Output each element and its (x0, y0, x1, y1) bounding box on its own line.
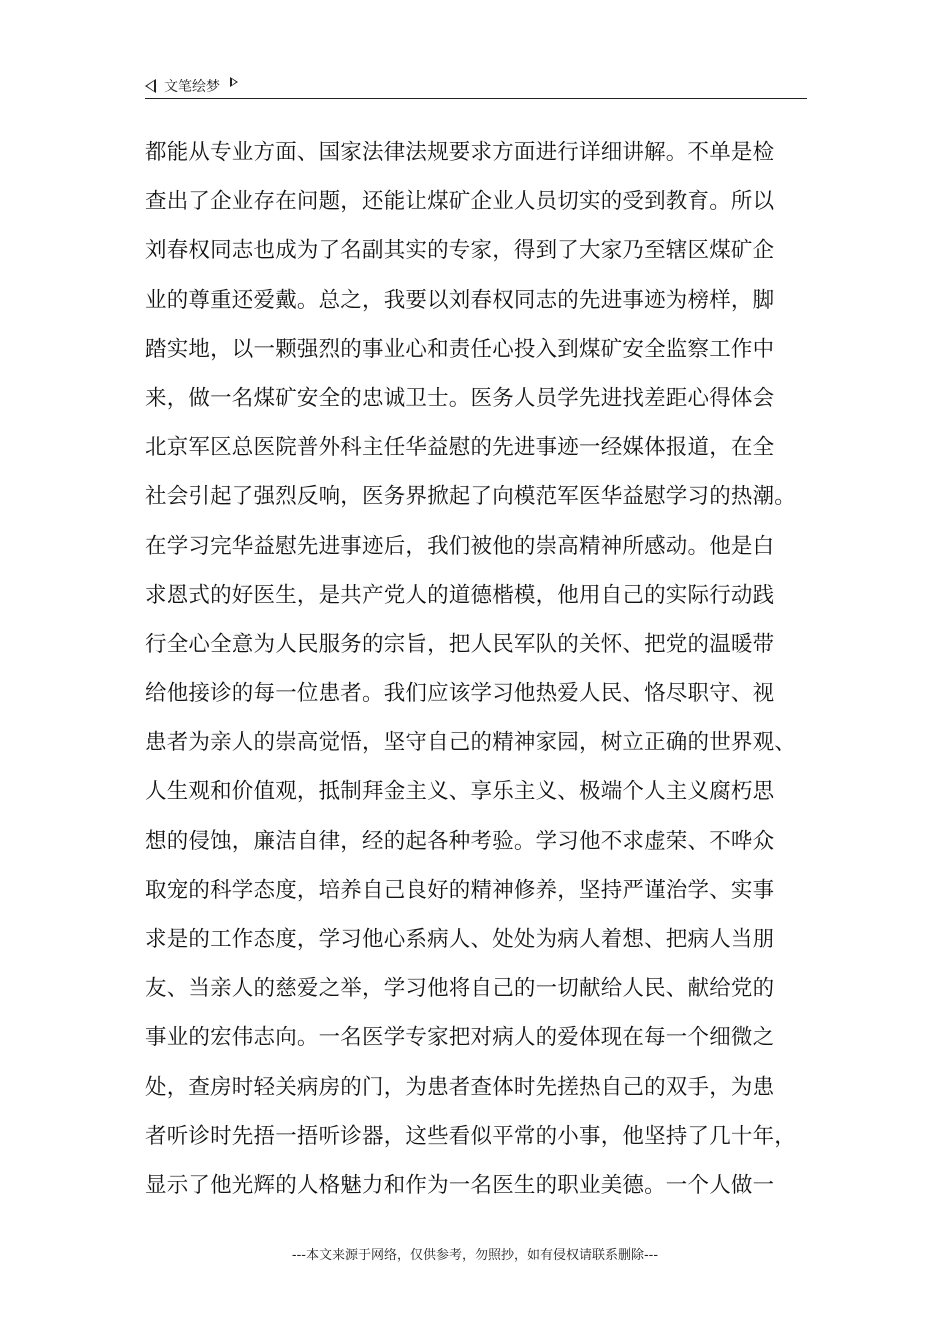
text-line: 处，查房时轻关病房的门，为患者查体时先搓热自己的双手，为患 (145, 1074, 775, 1100)
text-line: 查出了企业存在问题，还能让煤矿企业人员切实的受到教育。所以 (145, 189, 775, 215)
header-title: 文笔绘梦 (164, 79, 220, 95)
text-line: 北京军区总医院普外科主任华益慰的先进事迹一经媒体报道，在全 (145, 435, 775, 461)
text-line: 业的尊重还爱戴。总之，我要以刘春权同志的先进事迹为榜样，脚 (145, 287, 775, 313)
text-line: 事业的宏伟志向。一名医学专家把对病人的爱体现在每一个细微之 (145, 1025, 775, 1051)
text-line: 在学习完华益慰先进事迹后，我们被他的崇高精神所感动。他是白 (145, 533, 775, 559)
text-line: 刘春权同志也成为了名副其实的专家，得到了大家乃至辖区煤矿企 (145, 238, 775, 264)
header-brand (145, 76, 238, 96)
text-line: 显示了他光辉的人格魅力和作为一名医生的职业美德。一个人做一 (145, 1172, 775, 1198)
text-line: 友、当亲人的慈爱之举，学习他将自己的一切献给人民、献给党的 (145, 976, 775, 1002)
text-line: 求恩式的好医生，是共产党人的道德楷模，他用自己的实际行动践 (145, 582, 775, 608)
triangle-left-icon (145, 79, 156, 93)
triangle-right-icon (230, 77, 238, 87)
document-body (145, 128, 825, 1210)
text-line: 踏实地，以一颗强烈的事业心和责任心投入到煤矿安全监察工作中 (145, 336, 775, 362)
text-line: 都能从专业方面、国家法律法规要求方面进行详细讲解。不单是检 (145, 140, 775, 165)
text-line: 给他接诊的每一位患者。我们应该学习他热爱人民、恪尽职守、视 (145, 681, 775, 707)
text-line: 取宠的科学态度，培养自己良好的精神修养，坚持严谨治学、实事 (145, 877, 775, 903)
text-line: 行全心全意为人民服务的宗旨，把人民军队的关怀、把党的温暖带 (145, 631, 775, 657)
page-header (145, 74, 807, 99)
text-line: 人生观和价值观，抵制拜金主义、享乐主义、极端个人主义腐朽思 (145, 779, 775, 805)
page-footer: ---本文来源于网络，仅供参考，勿照抄，如有侵权请联系删除--- (291, 1248, 659, 1263)
text-line: 来，做一名煤矿安全的忠诚卫士。医务人员学先进找差距心得体会 (145, 385, 775, 411)
text-line: 患者为亲人的崇高觉悟，坚守自己的精神家园，树立正确的世界观、 (145, 730, 797, 756)
text-line: 求是的工作态度，学习他心系病人、处处为病人着想、把病人当朋 (145, 927, 775, 952)
text-line: 社会引起了强烈反响，医务界掀起了向模范军医华益慰学习的热潮。 (145, 484, 797, 510)
text-line: 者听诊时先捂一捂听诊器，这些看似平常的小事，他坚持了几十年， (145, 1123, 797, 1149)
text-line: 想的侵蚀，廉洁自律，经的起各种考验。学习他不求虚荣、不哗众 (145, 828, 775, 854)
